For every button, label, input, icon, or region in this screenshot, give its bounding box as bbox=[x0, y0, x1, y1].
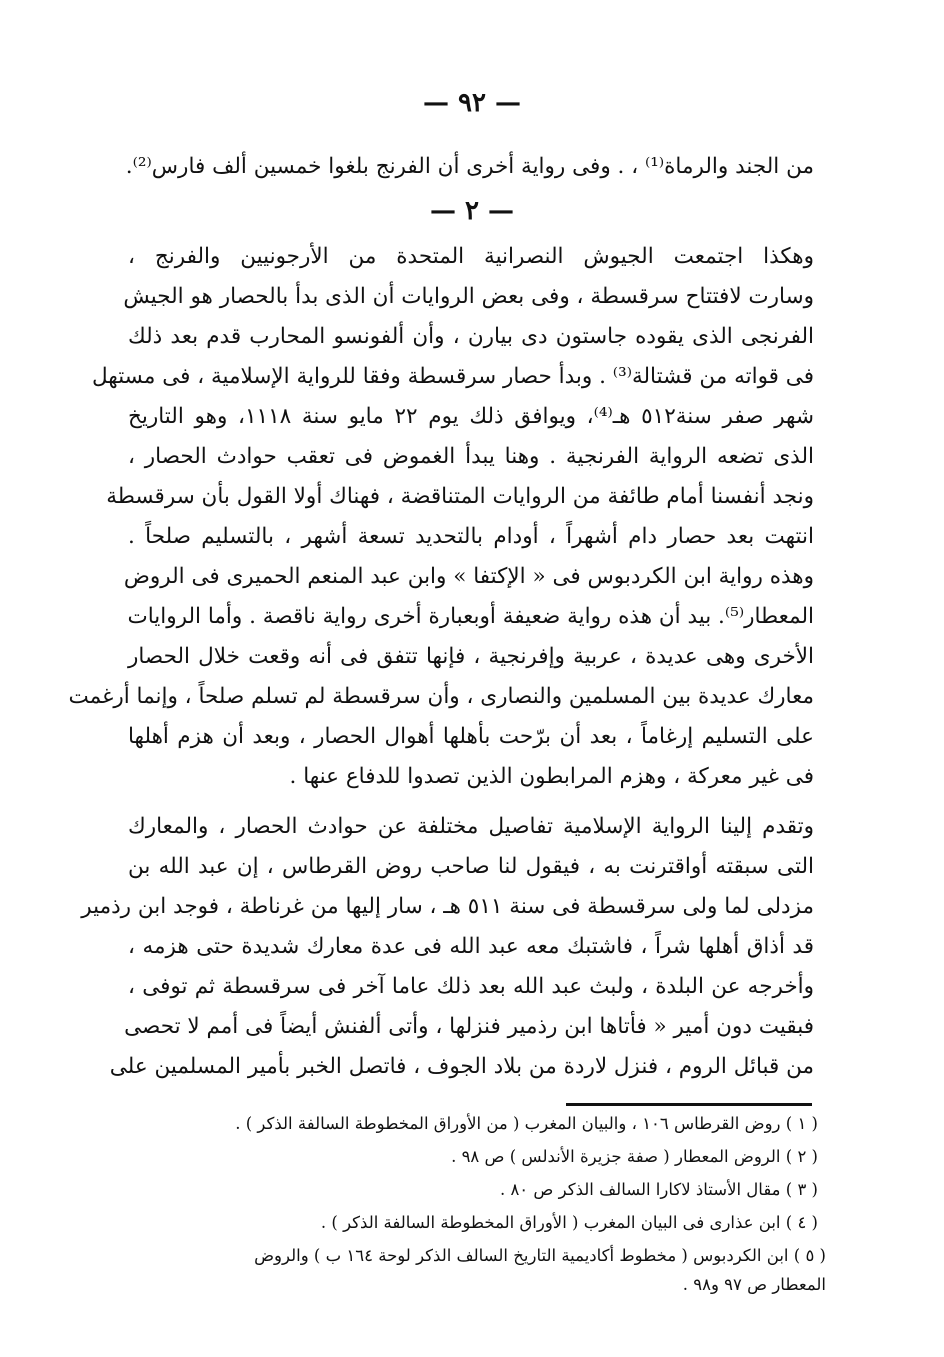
text-line-15: فى غير معركة ، وهزم المرابطون الذين تصدوا للدفاع عنها . bbox=[289, 764, 814, 789]
text-line-7: الذى تضعه الرواية الفرنجية . وهنا يبدأ الغموض فى تعقب حوادث الحصار ، bbox=[128, 444, 814, 469]
text-line-18: مزدلى لما ولى سرقسطة فى سنة ٥١١ هـ ، سار إليها من غرناطة ، فوجد ابن رذمير bbox=[81, 894, 814, 919]
text-line-17: التى سبقته أواقترنت به ، فيقول لنا صاحب روض القرطاس ، إن عبد الله بن bbox=[128, 854, 814, 879]
text-line-2: وهكذا اجتمعت الجيوش النصرانية المتحدة من الأرجونيين والفرنج ، bbox=[128, 244, 814, 269]
text-line-12: الأخرى وهى عديدة ، عربية وإفرنجية ، فإنها تتفق فى أنه وقعت خلال الحصار bbox=[128, 644, 814, 669]
page-number: — ٩٢ — bbox=[422, 88, 522, 118]
text-line-10: وهذه رواية ابن الكردبوس فى « الإكتفا » وابن عبد المنعم الحميرى فى الروض bbox=[123, 564, 814, 589]
footnote-2: ( ٢ ) الروض المعطار ( صفة جزيرة الأندلس ) ص ٩٨ . bbox=[451, 1147, 818, 1166]
text-line-9: انتهت بعد حصار دام أشهراً ، أودام بالتحديد تسعة أشهر ، بالتسليم صلحاً . bbox=[128, 524, 814, 549]
footnote-1: ( ١ ) روض القرطاس ١٠٦ ، والبيان المغرب ( من الأوراق المخطوطة السالفة الذكر ) . bbox=[235, 1114, 818, 1133]
footnote-divider bbox=[566, 1103, 812, 1106]
text-line-11: المعطار⁽⁵⁾. بيد أن هذه رواية ضعيفة أوبعبارة أخرى رواية ناقصة . وأما الروايات bbox=[127, 604, 814, 629]
footnote-5-continued: المعطار ص ٩٧ و٩٨ . bbox=[682, 1275, 826, 1294]
text-line-22: من قبائل الروم ، فنزل لاردة من بلاد الجوف ، فاتصل الخبر بأمير المسلمين على bbox=[109, 1054, 814, 1079]
footnote-3: ( ٣ ) مقال الأستاذ لاكارا السالف الذكر ص ٨٠ . bbox=[499, 1180, 818, 1199]
text-line-16: وتقدم إلينا الرواية الإسلامية تفاصيل مختلفة عن حوادث الحصار ، والمعارك bbox=[128, 814, 814, 839]
text-line-4: الفرنجى الذى يقوده جاستون دى بيارن ، وأن ألفونسو المحارب قدم بعد ذلك bbox=[128, 324, 814, 349]
footnote-4: ( ٤ ) ابن عذارى فى البيان المغرب ( الأوراق المخطوطة السالفة الذكر ) . bbox=[320, 1213, 818, 1232]
text-line-8: ونجد أنفسنا أمام طائفة من الروايات المتناقضة ، فهناك أولا القول بأن سرقسطة bbox=[106, 484, 814, 509]
text-line-20: وأخرجه عن البلدة ، ولبث عبد الله بعد ذلك عاما آخر فى سرقسطة ثم توفى ، bbox=[128, 974, 814, 999]
text-line-6: شهر صفر سنة٥١٢ هـ⁽⁴⁾، ويوافق ذلك يوم ٢٢ مايو سنة ١١١٨، وهو التاريخ bbox=[128, 404, 814, 429]
section-number: — ٢ — bbox=[429, 196, 515, 226]
footnote-5: ( ٥ ) ابن الكردبوس ( مخطوط أكاديمية التاريخ السالف الذكر لوحة ١٦٤ ب ) والروض bbox=[254, 1246, 826, 1265]
text-line-3: وسارت لافتتاح سرقسطة ، وفى بعض الروايات أن الذى بدأ بالحصار هو الجيش bbox=[123, 284, 814, 309]
text-line-5: فى قواته من قشتالة⁽³⁾ . وبدأ حصار سرقسطة وفقا للرواية الإسلامية ، فى مستهل bbox=[92, 364, 814, 389]
text-line-13: معارك عديدة بين المسلمين والنصارى ، وأن سرقسطة لم تسلم صلحاً ، وإنما أرغمت bbox=[68, 684, 814, 709]
text-line-1: من الجند والرماة⁽¹⁾ ، . وفى رواية أخرى أن الفرنج بلغوا خمسين ألف فارس⁽²⁾. bbox=[125, 154, 814, 179]
text-line-14: على التسليم إرغاماً ، بعد أن برّحت بأهلها أهوال الحصار ، وبعد أن هزم أهلها bbox=[128, 724, 814, 749]
text-line-19: قد أذاق أهلها شراً ، فاشتبك معه عبد الله فى عدة معارك شديدة حتى هزمه ، bbox=[128, 934, 814, 959]
text-line-21: فبقيت دون أمير « فأتاها ابن رذمير فنزلها ، وأتى ألفنش أيضاً فى أمم لا تحصى bbox=[124, 1014, 814, 1039]
